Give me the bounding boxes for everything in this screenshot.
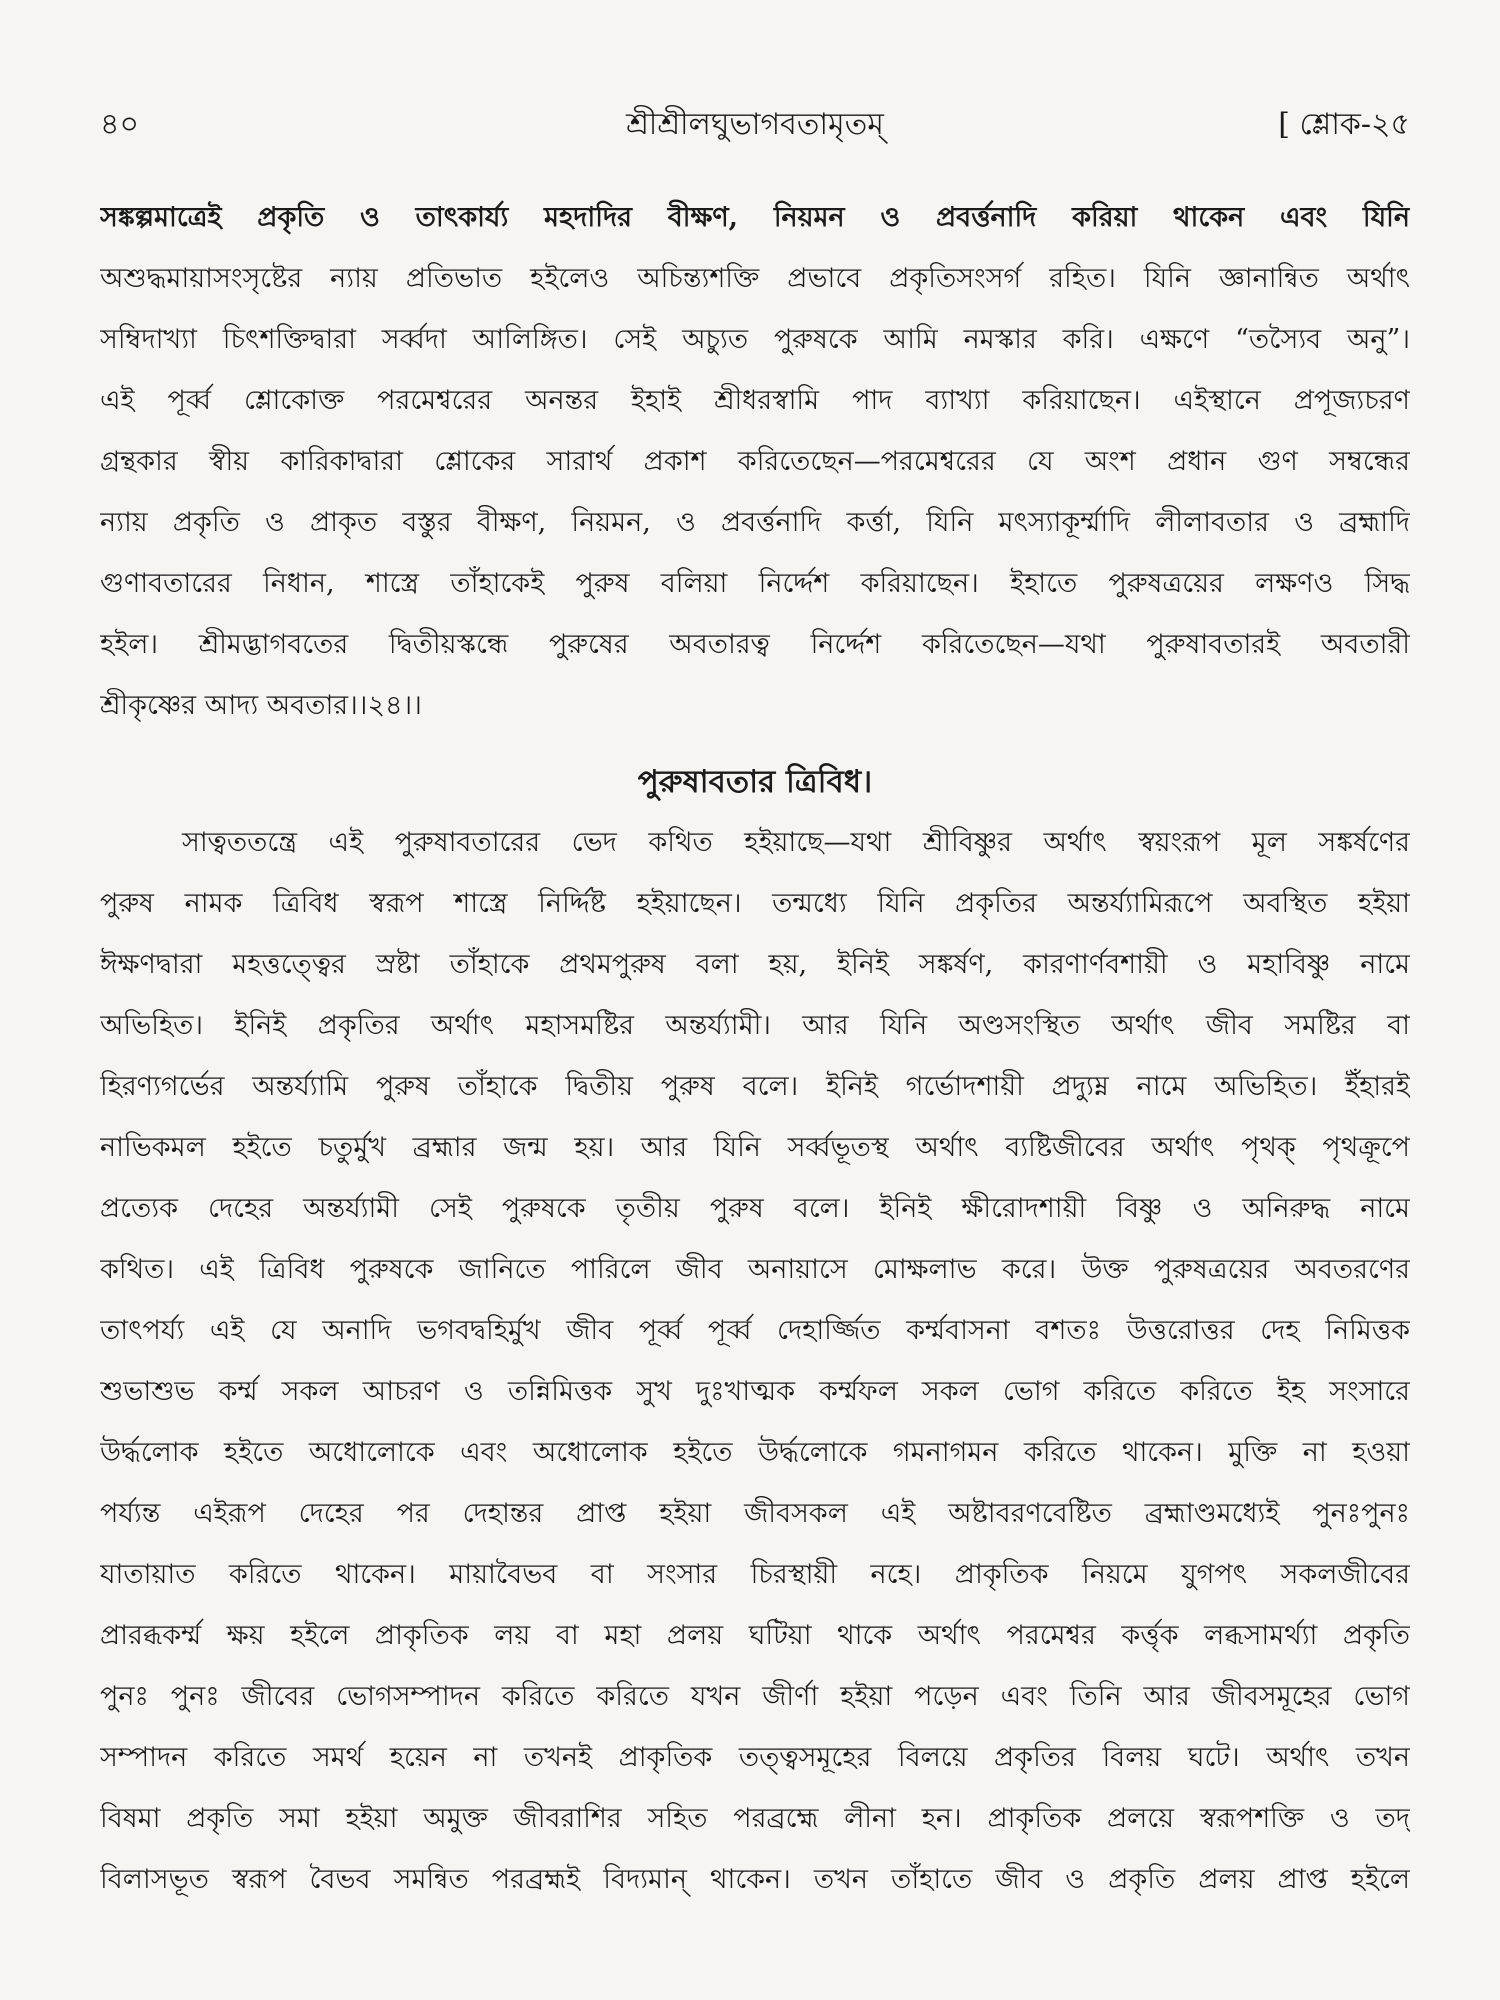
text-line: বিলাসভূত স্বরূপ বৈভব সমন্বিত পরব্রহ্মই বিদ্যমান্ থাকেন। তখন তাঁহাতে জীব ও প্রকৃতি প্রলয় প্রাপ্ত হইলে (100, 1864, 1410, 1895)
text-line: শুভাশুভ কর্ম্ম সকল আচরণ ও তন্নিমিত্তক সুখ দুঃখাত্মক কর্ম্মফল সকল ভোগ করিতে করিতে ইহ সংসারে (100, 1376, 1410, 1407)
text-line: পর্য্যন্ত এইরূপ দেহের পর দেহান্তর প্রাপ্ত হইয়া জীবসকল এই অষ্টাবরণবেষ্টিত ব্রহ্মাণ্ডমধ্যেই পুনঃপুনঃ (100, 1498, 1410, 1529)
running-title: শ্রীশ্রীলঘুভাগবতামৃতম্ (626, 107, 884, 142)
text-line: কথিত। এই ত্রিবিধ পুরুষকে জানিতে পারিলে জীব অনায়াসে মোক্ষলাভ করে। উক্ত পুরুষত্রয়ের অবতরণের (100, 1254, 1410, 1285)
text-line: পুনঃ পুনঃ জীবের ভোগসম্পাদন করিতে করিতে যখন জীর্ণা হইয়া পড়েন এবং তিনি আর জীবসমূহের ভোগ (100, 1681, 1410, 1712)
text-line: গ্রন্থকার স্বীয় কারিকাদ্বারা শ্লোকের সারার্থ প্রকাশ করিতেছেন—পরমেশ্বরের যে অংশ প্রধান গুণ সম্বন্ধের (100, 446, 1410, 477)
text-line: অভিহিত। ইনিই প্রকৃতির অর্থাৎ মহাসমষ্টির অন্তর্য্যামী। আর যিনি অণ্ডসংস্থিত অর্থাৎ জীব সমষ্টির বা (100, 1010, 1410, 1041)
text-line: ন্যায় প্রকৃতি ও প্রাকৃত বস্তুর বীক্ষণ, নিয়মন, ও প্রবর্ত্তনাদি কর্ত্তা, যিনি মৎস্যাকূর্ম্মাদি লীলাবতার ও ব্রহ্মাদি (100, 507, 1410, 538)
paragraph-commentary (100, 187, 1410, 736)
text-line: হিরণ্যগর্ভের অন্তর্য্যামি পুরুষ তাঁহাকে দ্বিতীয় পুরুষ বলে। ইনিই গর্ভোদশায়ী প্রদ্যুম্ন নামে অভিহিত। ইঁহারই (100, 1071, 1410, 1102)
text-line: উর্দ্ধলোক হইতে অধোলোকে এবং অধোলোক হইতে উর্দ্ধলোকে গমনাগমন করিতে থাকেন। মুক্তি না হওয়া (100, 1437, 1410, 1468)
text-line: প্রারব্ধকর্ম্ম ক্ষয় হইলে প্রাকৃতিক লয় বা মহা প্রলয় ঘটিয়া থাকে অর্থাৎ পরমেশ্বর কর্ত্তৃক লব্ধসামর্থ্যা প্রকৃতি (100, 1620, 1410, 1651)
text-line: হইল। শ্রীমদ্ভাগবতের দ্বিতীয়স্কন্ধে পুরুষের অবতারত্ব নির্দ্দেশ করিতেছেন—যথা পুরুষাবতারই অবতারী (100, 629, 1410, 660)
page-number: ৪০ (100, 107, 139, 142)
text-line: সাত্বততন্ত্রে এই পুরুষাবতারের ভেদ কথিত হইয়াছে—যথা শ্রীবিষ্ণুর অর্থাৎ স্বয়ংরূপ মূল সঙ্কর্ষণের (182, 827, 1410, 858)
text-line: বিষমা প্রকৃতি সমা হইয়া অমুক্ত জীবরাশির সহিত পরব্রহ্মে লীনা হন। প্রাকৃতিক প্রলয়ে স্বরূপশক্তি ও তদ্ (100, 1803, 1410, 1834)
text-line: গুণাবতারের নিধান, শাস্ত্রে তাঁহাকেই পুরুষ বলিয়া নির্দ্দেশ করিয়াছেন। ইহাতে পুরুষত্রয়ের লক্ষণও সিদ্ধ (100, 568, 1410, 599)
text-line: ঈক্ষণদ্বারা মহত্তত্ত্বের স্রষ্টা তাঁহাকে প্রথমপুরুষ বলা হয়, ইনিই সঙ্কর্ষণ, কারণার্ণবশায়ী ও মহাবিষ্ণু নামে (100, 949, 1410, 980)
text-line: অশুদ্ধমায়াসংসৃষ্টের ন্যায় প্রতিভাত হইলেও অচিন্ত্যশক্তি প্রভাবে প্রকৃতিসংসর্গ রহিত। যিনি জ্ঞানান্বিত অর্থাৎ (100, 263, 1410, 294)
text-line: পুরুষ নামক ত্রিবিধ স্বরূপ শাস্ত্রে নির্দ্দিষ্ট হইয়াছেন। তন্মধ্যে যিনি প্রকৃতির অন্তর্য্যামিরূপে অবস্থিত হইয়া (100, 888, 1410, 919)
text-line: যাতায়াত করিতে থাকেন। মায়াবৈভব বা সংসার চিরস্থায়ী নহে। প্রাকৃতিক নিয়মে যুগপৎ সকলজীবের (100, 1559, 1410, 1590)
text-line: নাভিকমল হইতে চতুর্মুখ ব্রহ্মার জন্ম হয়। আর যিনি সর্ব্বভূতস্থ অর্থাৎ ব্যষ্টিজীবের অর্থাৎ পৃথক্ পৃথক্রূপে (100, 1132, 1410, 1163)
text-line: এই পূর্ব্ব শ্লোকোক্ত পরমেশ্বরের অনন্তর ইহাই শ্রীধরস্বামি পাদ ব্যাখ্যা করিয়াছেন। এইস্থানে প্রপূজ্যচরণ (100, 385, 1410, 416)
paragraph-purusha-avatar (100, 812, 1410, 1910)
text-line: সম্বিদাখ্যা চিৎশক্তিদ্বারা সর্ব্বদা আলিঙ্গিত। সেই অচ্যুত পুরুষকে আমি নমস্কার করি। এক্ষণে “তস্যৈব অনু”। (100, 324, 1410, 355)
page-header (100, 100, 1410, 150)
text-line: প্রত্যেক দেহের অন্তর্য্যামী সেই পুরুষকে তৃতীয় পুরুষ বলে। ইনিই ক্ষীরোদশায়ী বিষ্ণু ও অনিরুদ্ধ নামে (100, 1193, 1410, 1224)
text-line: সম্পাদন করিতে সমর্থ হয়েন না তখনই প্রাকৃতিক তত্ত্বসমূহের বিলয়ে প্রকৃতির বিলয় ঘটে। অর্থাৎ তখন (100, 1742, 1410, 1773)
text-line: তাৎপর্য্য এই যে অনাদি ভগবদ্বহির্মুখ জীব পূর্ব্ব পূর্ব্ব দেহার্জ্জিত কর্ম্মবাসনা বশতঃ উত্তরোত্তর দেহ নিমিত্তক (100, 1315, 1410, 1346)
section-heading: পুরুষাবতার ত্রিবিধ। (637, 764, 873, 800)
text-line: সঙ্কল্পমাত্রেই প্রকৃতি ও তাৎকার্য্য মহদাদির বীক্ষণ, নিয়মন ও প্রবর্ত্তনাদি করিয়া থাকেন এবং যিনি (100, 202, 1410, 233)
verse-reference: [ শ্লোক-২৫ (1278, 107, 1410, 142)
text-line: শ্রীকৃষ্ণের আদ্য অবতার।।২৪।। (100, 690, 422, 721)
